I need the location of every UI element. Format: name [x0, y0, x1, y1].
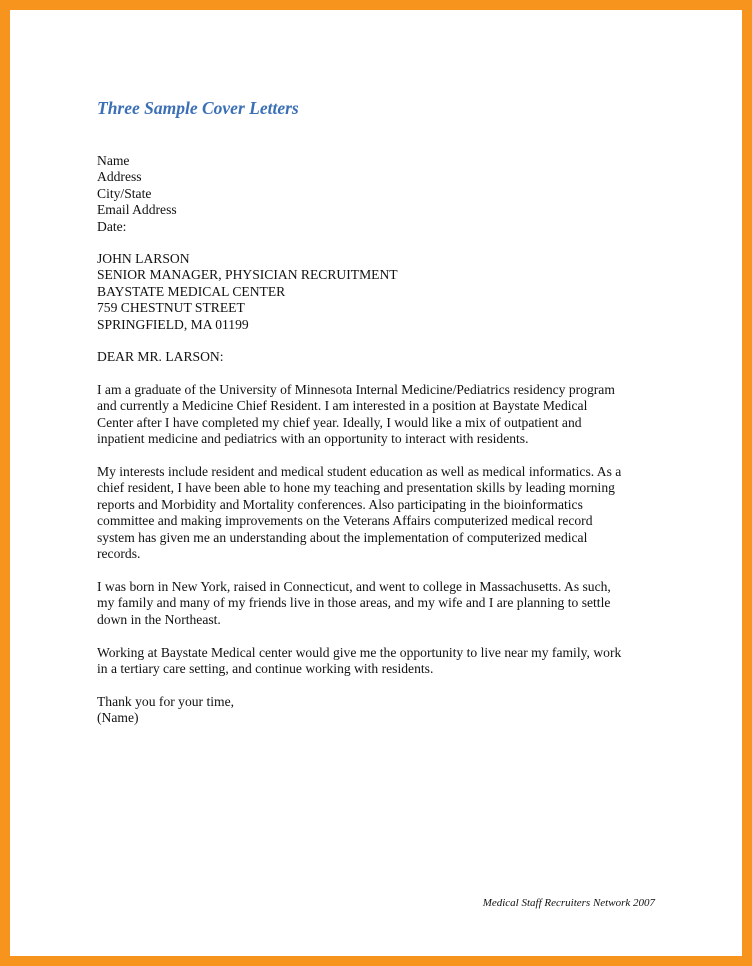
document-title: Three Sample Cover Letters [97, 98, 299, 118]
paragraph-line: reports and Morbidity and Mortality conferences. Also participating in the bioinformatics [97, 496, 583, 512]
paragraph-line: records. [97, 546, 141, 562]
recipient-street: 759 CHESTNUT STREET [97, 300, 245, 316]
recipient-name: JOHN LARSON [97, 251, 190, 266]
recipient-organization: BAYSTATE MEDICAL CENTER [97, 283, 286, 299]
paragraph-line: Center after I have completed my chief year. Ideally, I would like a mix of outpatient and [97, 414, 582, 430]
paragraph-line: system has given me an understanding about the implementation of computerized medical [97, 529, 588, 545]
recipient-block [97, 251, 677, 333]
sender-name: Name [97, 153, 130, 168]
closing-line: Thank you for your time, [97, 694, 235, 709]
paragraph-line: I am a graduate of the University of Minnesota Internal Medicine/Pediatrics residency program [97, 382, 615, 397]
closing-block [97, 694, 677, 727]
sender-date: Date: [97, 218, 127, 234]
sender-email: Email Address [97, 202, 177, 218]
sender-address: Address [97, 169, 142, 185]
paragraph-line: committee and making improvements on the Veterans Affairs computerized medical record [97, 513, 593, 529]
sender-city-state: City/State [97, 185, 152, 201]
paragraph-line: in a tertiary care setting, and continue working with residents. [97, 661, 434, 677]
paragraph-4 [97, 645, 677, 678]
paragraph-line: my family and many of my friends live in those areas, and my wife and I are planning to settle [97, 595, 611, 611]
signature-name: (Name) [97, 710, 139, 726]
footer-credit: Medical Staff Recruiters Network 2007 [482, 897, 655, 909]
paragraph-line: Working at Baystate Medical center would give me the opportunity to live near my family, work [97, 645, 622, 660]
paragraph-1 [97, 382, 677, 448]
paragraph-line: chief resident, I have been able to hone my teaching and presentation skills by leading morning [97, 480, 615, 496]
salutation-text: DEAR MR. LARSON: [97, 349, 224, 364]
recipient-city: SPRINGFIELD, MA 01199 [97, 316, 249, 332]
paragraph-line: down in the Northeast. [97, 611, 221, 627]
sender-block [97, 153, 677, 235]
paragraph-line: I was born in New York, raised in Connecticut, and went to college in Massachusetts. As such, [97, 579, 611, 594]
paragraph-line: inpatient medicine and pediatrics with an opportunity to interact with residents. [97, 431, 529, 447]
letter-page [10, 10, 742, 956]
paragraph-line: and currently a Medicine Chief Resident. I am interested in a position at Baystate Medical [97, 398, 588, 414]
paragraph-2 [97, 464, 677, 562]
recipient-title: SENIOR MANAGER, PHYSICIAN RECRUITMENT [97, 267, 398, 283]
paragraph-3 [97, 579, 677, 628]
paragraph-line: My interests include resident and medical student education as well as medical informatics. As a [97, 464, 622, 479]
salutation [97, 349, 677, 365]
